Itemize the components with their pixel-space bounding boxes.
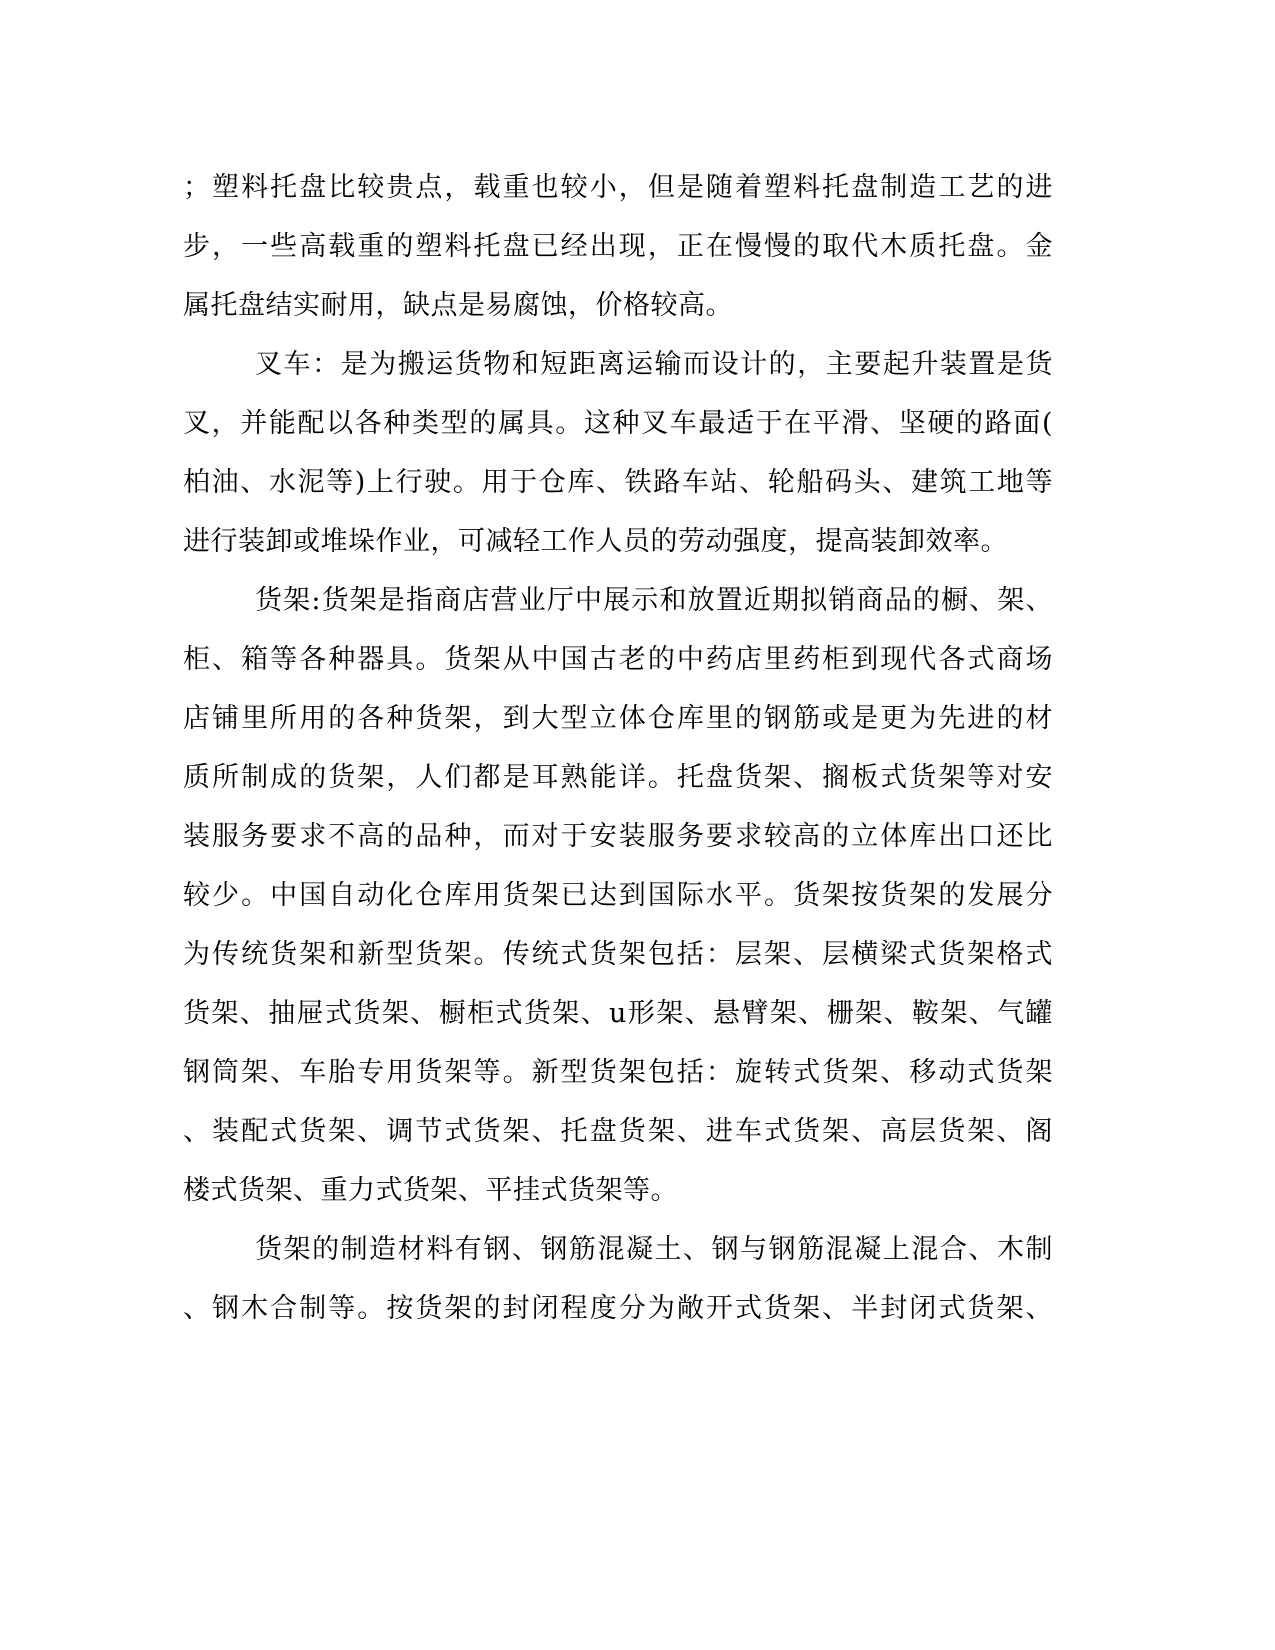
paragraph-start-line: 货架的制造材料有钢、钢筋混凝土、钢与钢筋混凝上混合、木制 [255,1234,1053,1265]
paragraph-start-line: 叉车：是为搬运货物和短距离运输而设计的，主要起升装置是货 [255,349,1053,380]
text-line: 店铺里所用的各种货架，到大型立体仓库里的钢筋或是更为先进的材 [183,703,1053,734]
text-line: 钢筒架、车胎专用货架等。新型货架包括：旋转式货架、移动式货架 [183,1057,1053,1088]
text-line: 叉，并能配以各种类型的属具。这种叉车最适于在平滑、坚硬的路面( [183,408,1053,439]
text-line: 楼式货架、重力式货架、平挂式货架等。 [183,1175,678,1206]
text-line: 属托盘结实耐用，缺点是易腐蚀，价格较高。 [183,290,733,321]
text-line: 装服务要求不高的品种，而对于安装服务要求较高的立体库出口还比 [183,821,1053,852]
text-line: 柜、箱等各种器具。货架从中国古老的中药店里药柜到现代各式商场 [183,644,1053,675]
paragraph-start-line: 货架:货架是指商店营业厅中展示和放置近期拟销商品的橱、架、 [255,585,1053,616]
text-line: 质所制成的货架，人们都是耳熟能详。托盘货架、搁板式货架等对安 [183,762,1053,793]
document-body [183,158,1053,1338]
text-line: ；塑料托盘比较贵点，载重也较小，但是随着塑料托盘制造工艺的进 [183,172,1053,203]
text-line: 较少。中国自动化仓库用货架已达到国际水平。货架按货架的发展分 [183,880,1053,911]
text-line: 、装配式货架、调节式货架、托盘货架、进车式货架、高层货架、阁 [183,1116,1053,1147]
text-line: 步，一些高载重的塑料托盘已经出现，正在慢慢的取代木质托盘。金 [183,231,1053,262]
text-line: 进行装卸或堆垛作业，可减轻工作人员的劳动强度，提高装卸效率。 [183,526,1008,557]
text-line: 货架、抽屉式货架、橱柜式货架、u形架、悬臂架、栅架、鞍架、气罐 [183,998,1053,1029]
text-line: 、钢木合制等。按货架的封闭程度分为敞开式货架、半封闭式货架、 [183,1293,1053,1324]
text-line: 为传统货架和新型货架。传统式货架包括：层架、层横梁式货架格式 [183,939,1053,970]
text-line: 柏油、水泥等)上行驶。用于仓库、铁路车站、轮船码头、建筑工地等 [183,467,1053,498]
